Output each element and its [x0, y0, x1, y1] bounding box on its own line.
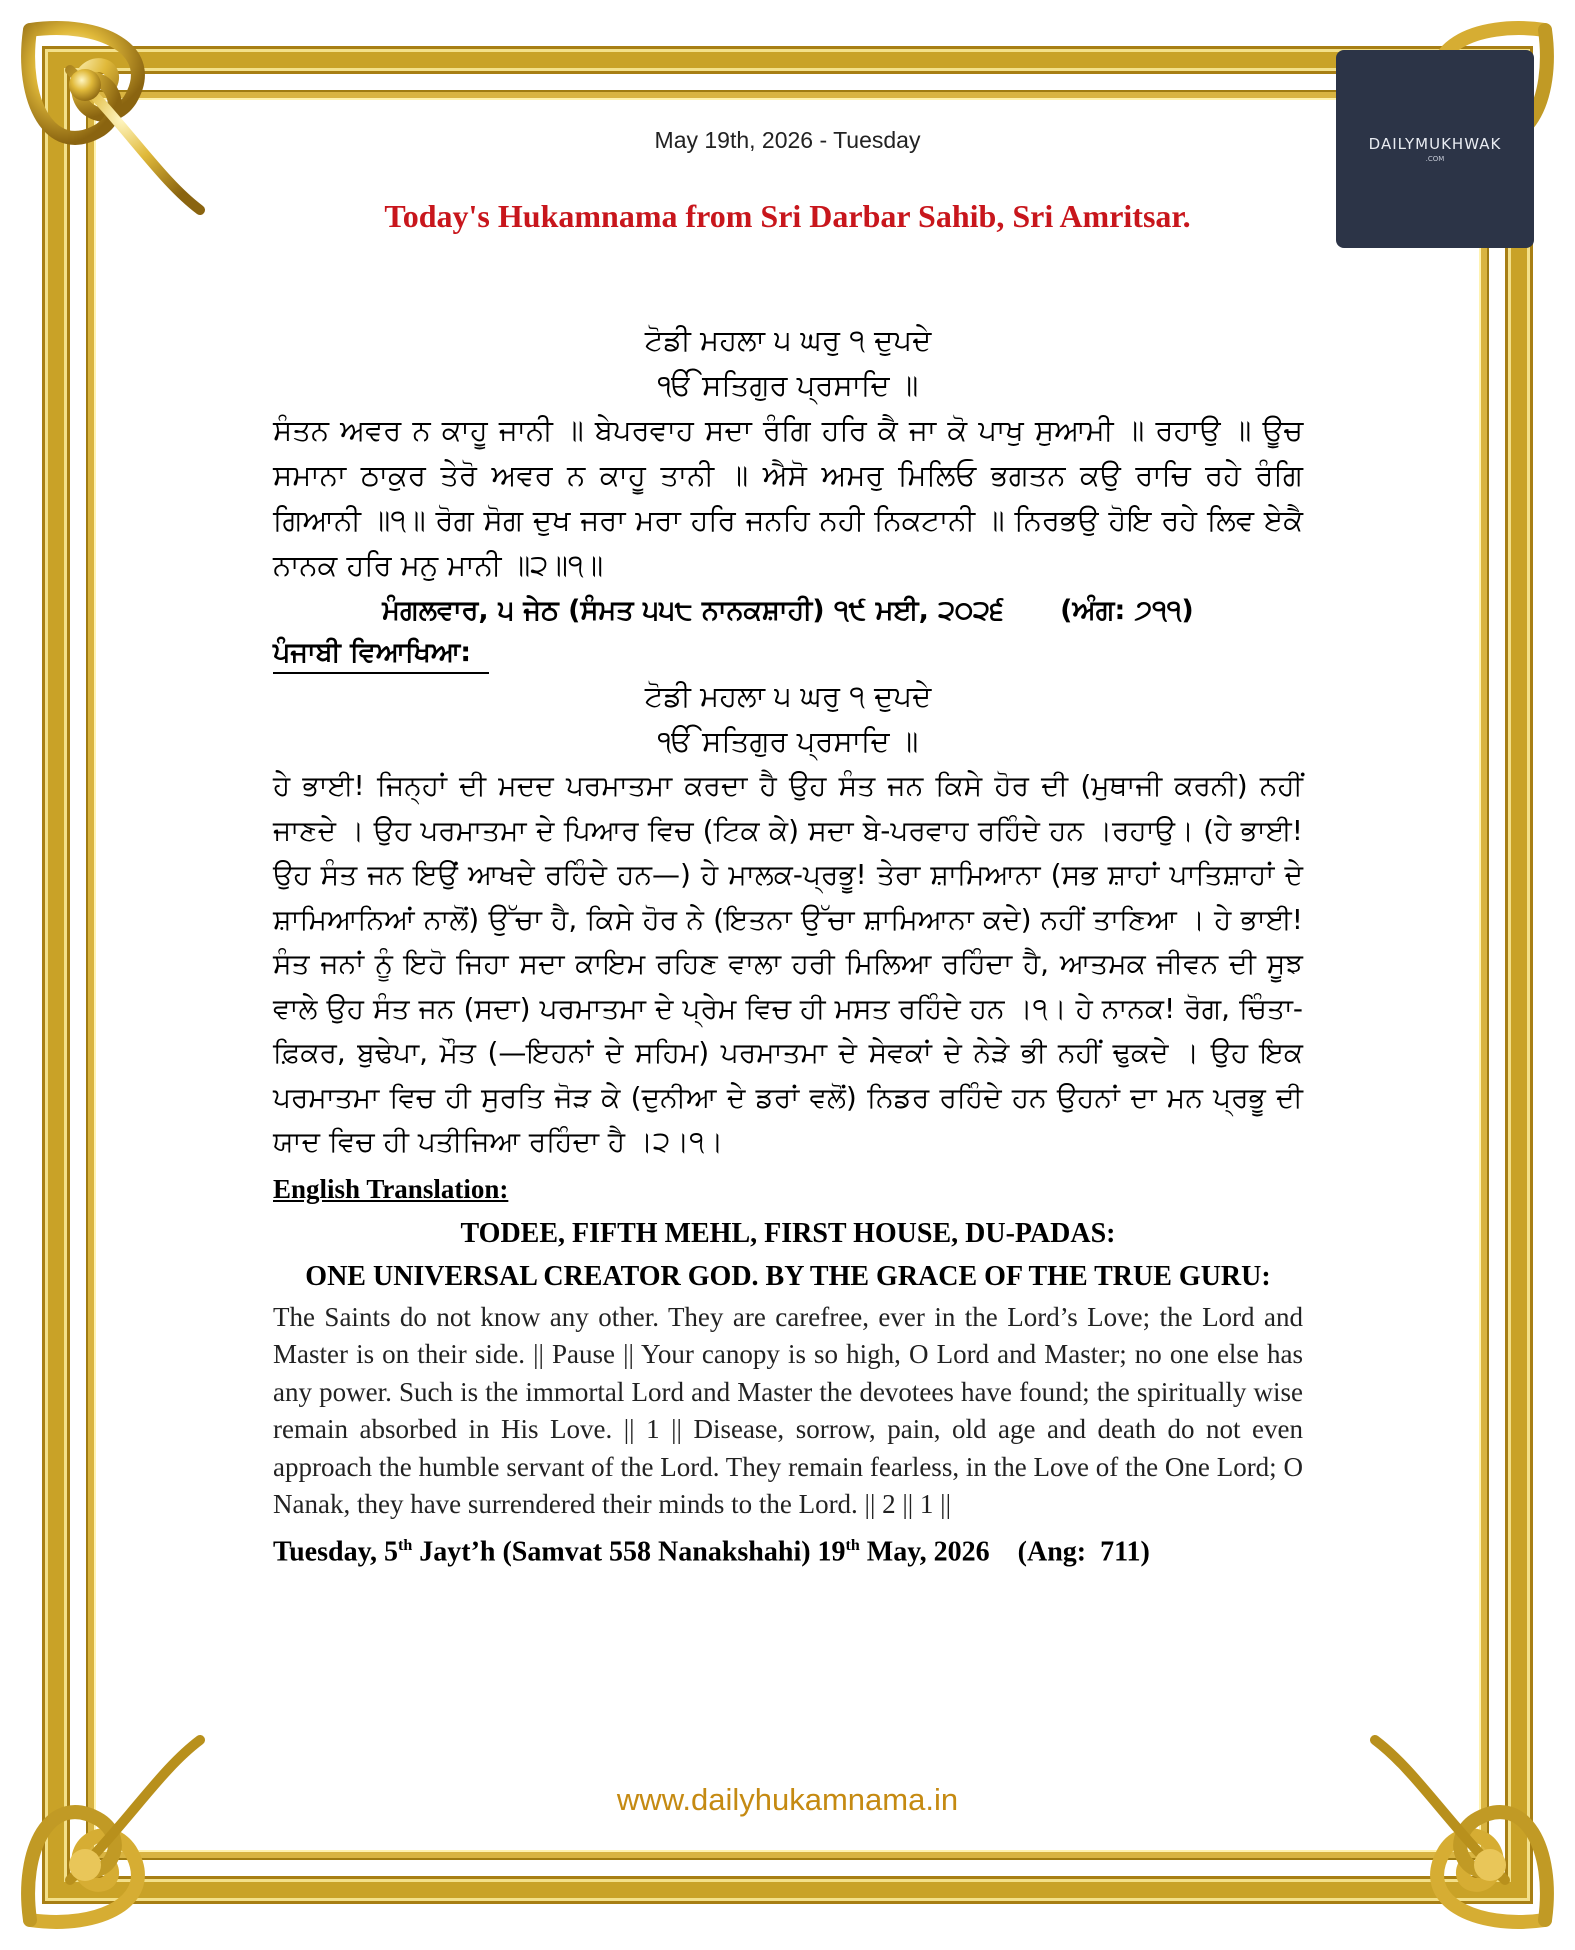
page-date: May 19th, 2026 - Tuesday — [654, 127, 921, 153]
english-heading-1: TODEE, FIFTH MEHL, FIRST HOUSE, DU-PADAS: — [460, 1217, 1116, 1249]
footer-website-link[interactable]: www.dailyhukamnama.in — [616, 1782, 959, 1817]
corner-ornament-bottom-right — [1355, 1730, 1565, 1940]
english-translation-label: English Translation: — [273, 1173, 509, 1204]
explanation-invocation: ੴ ਸਤਿਗੁਰ ਪ੍ਰਸਾਦਿ ॥ — [657, 724, 919, 758]
gurbani-invocation: ੴ ਸਤਿਗੁਰ ਪ੍ਰਸਾਦਿ ॥ — [657, 368, 919, 402]
english-date-sup-2: th — [845, 1536, 860, 1554]
gurbani-title: ਟੋਡੀ ਮਹਲਾ ੫ ਘਰੁ ੧ ਦੁਪਦੇ — [644, 323, 932, 357]
english-date-line — [273, 1524, 1303, 1574]
corner-ornament-bottom-left — [10, 1730, 220, 1940]
logo-subtext: .COM — [1425, 155, 1445, 163]
explanation-title: ਟੋਡੀ ਮਹਲਾ ੫ ਘਰੁ ੧ ਦੁਪਦੇ — [644, 679, 932, 713]
gurbani-verse: ਸੰਤਨ ਅਵਰ ਨ ਕਾਹੂ ਜਾਨੀ ॥ ਬੇਪਰਵਾਹ ਸਦਾ ਰੰਗਿ ਹਰਿ ਕੈ ਜਾ ਕੋ ਪਾਖੁ ਸੁਆਮੀ ॥ ਰਹਾਉ ॥ ਊਚ ਸਮਾਨਾ ਠਾਕੁਰ ਤੇਰੋ ਅਵਰ ਨ ਕਾਹੂ ਤਾਨੀ ॥ ਐਸੋ ਅਮਰੁ ਮਿਲਿਓ ਭਗਤਨ ਕਉ ਰਾਚਿ ਰਹੇ ਰੰਗਿ ਗਿਆਨੀ ॥੧॥ ਰੋਗ ਸੋਗ ਦੁਖ ਜਰਾ ਮਰਾ ਹਰਿ ਜਨਹਿ ਨਹੀ ਨਿਕਟਾਨੀ ॥ ਨਿਰਭਉ ਹੋਇ ਰਹੇ ਲਿਵ ਏਕੈ ਨਾਨਕ ਹਰਿ ਮਨੁ ਮਾਨੀ ॥੨॥੧॥ — [273, 413, 1303, 582]
corner-ornament-top-left — [10, 10, 220, 220]
english-date-part-1: Tuesday, 5 — [273, 1535, 399, 1567]
english-date-part-2: Jayt’h (Samvat 558 Nanakshahi) 19 — [412, 1535, 846, 1567]
english-date-part-3: May, 2026 (Ang: 711) — [859, 1535, 1150, 1567]
punjabi-explanation-label: ਪੰਜਾਬੀ ਵਿਆਖਿਆ: — [273, 634, 489, 674]
gurbani-date-line: ਮੰਗਲਵਾਰ, ੫ ਜੇਠ (ਸੰਮਤ ੫੫੮ ਨਾਨਕਸ਼ਾਹੀ) ੧੯ ਮਈ, ੨੦੨੬ (ਅੰਗ: ੭੧੧) — [382, 595, 1194, 626]
hukamnama-content — [273, 318, 1303, 1574]
punjabi-explanation-text: ਹੇ ਭਾਈ! ਜਿਨ੍ਹਾਂ ਦੀ ਮਦਦ ਪਰਮਾਤਮਾ ਕਰਦਾ ਹੈ ਉਹ ਸੰਤ ਜਨ ਕਿਸੇ ਹੋਰ ਦੀ (ਮੁਥਾਜੀ ਕਰਨੀ) ਨਹੀਂ ਜਾਣਦੇ । ਉਹ ਪਰਮਾਤਮਾ ਦੇ ਪਿਆਰ ਵਿਚ (ਟਿਕ ਕੇ) ਸਦਾ ਬੇ-ਪਰਵਾਹ ਰਹਿੰਦੇ ਹਨ ।ਰਹਾਉ। (ਹੇ ਭਾਈ! ਉਹ ਸੰਤ ਜਨ ਇਉਂ ਆਖਦੇ ਰਹਿੰਦੇ ਹਨ—) ਹੇ ਮਾਲਕ-ਪ੍ਰਭੂ! ਤੇਰਾ ਸ਼ਾਮਿਆਨਾ (ਸਭ ਸ਼ਾਹਾਂ ਪਾਤਿਸ਼ਾਹਾਂ ਦੇ ਸ਼ਾਮਿਆਨਿਆਂ ਨਾਲੋਂ) ਉੱਚਾ ਹੈ, ਕਿਸੇ ਹੋਰ ਨੇ (ਇਤਨਾ ਉੱਚਾ ਸ਼ਾਮਿਆਨਾ ਕਦੇ) ਨਹੀਂ ਤਾਣਿਆ । ਹੇ ਭਾਈ! ਸੰਤ ਜਨਾਂ ਨੂੰ ਇਹੋ ਜਿਹਾ ਸਦਾ ਕਾਇਮ ਰਹਿਣ ਵਾਲਾ ਹਰੀ ਮਿਲਿਆ ਰਹਿੰਦਾ ਹੈ, ਆਤਮਕ ਜੀਵਨ ਦੀ ਸੂਝ ਵਾਲੇ ਉਹ ਸੰਤ ਜਨ (ਸਦਾ) ਪਰਮਾਤਮਾ ਦੇ ਪ੍ਰੇਮ ਵਿਚ ਹੀ ਮਸਤ ਰਹਿੰਦੇ ਹਨ ।੧। ਹੇ ਨਾਨਕ! ਰੋਗ, ਚਿੰਤਾ-ਫ਼ਿਕਰ, ਬੁਢੇਪਾ, ਮੌਤ (—ਇਹਨਾਂ ਦੇ ਸਹਿਮ) ਪਰਮਾਤਮਾ ਦੇ ਸੇਵਕਾਂ ਦੇ ਨੇੜੇ ਭੀ ਨਹੀਂ ਢੁਕਦੇ । ਉਹ ਇਕ ਪਰਮਾਤਮਾ ਵਿਚ ਹੀ ਸੁਰਤਿ ਜੋੜ ਕੇ (ਦੁਨੀਆ ਦੇ ਡਰਾਂ ਵਲੋਂ) ਨਿਡਰ ਰਹਿੰਦੇ ਹਨ ਉਹਨਾਂ ਦਾ ਮਨ ਪ੍ਰਭੂ ਦੀ ਯਾਦ ਵਿਚ ਹੀ ਪਤੀਜਿਆ ਰਹਿੰਦਾ ਹੈ ।੨।੧। — [273, 769, 1303, 1158]
english-date-sup-1: th — [398, 1536, 413, 1554]
page-headline: Today's Hukamnama from Sri Darbar Sahib, Sri Amritsar. — [384, 198, 1191, 234]
logo-text: DAILYMUKHWAK — [1368, 135, 1502, 153]
english-heading-2: ONE UNIVERSAL CREATOR GOD. BY THE GRACE OF THE TRUE GURU: — [305, 1260, 1271, 1292]
english-translation-text: The Saints do not know any other. They are carefree, ever in the Lord’s Love; the Lord and Master is on their side. || Pause || Your canopy is so high, O Lord and Master; no one else has any power. Such is the immortal Lord and Master the devotees have found; the spiritually wise remain absorbed in His Love. || 1 || Disease, sorrow, pain, old age and death do not even approach the humble servant of the Lord. They remain fearless, in the Love of the One Lord; O Nanak, they have surrendered their minds to the Lord. || 2 || 1 || — [273, 1301, 1303, 1519]
